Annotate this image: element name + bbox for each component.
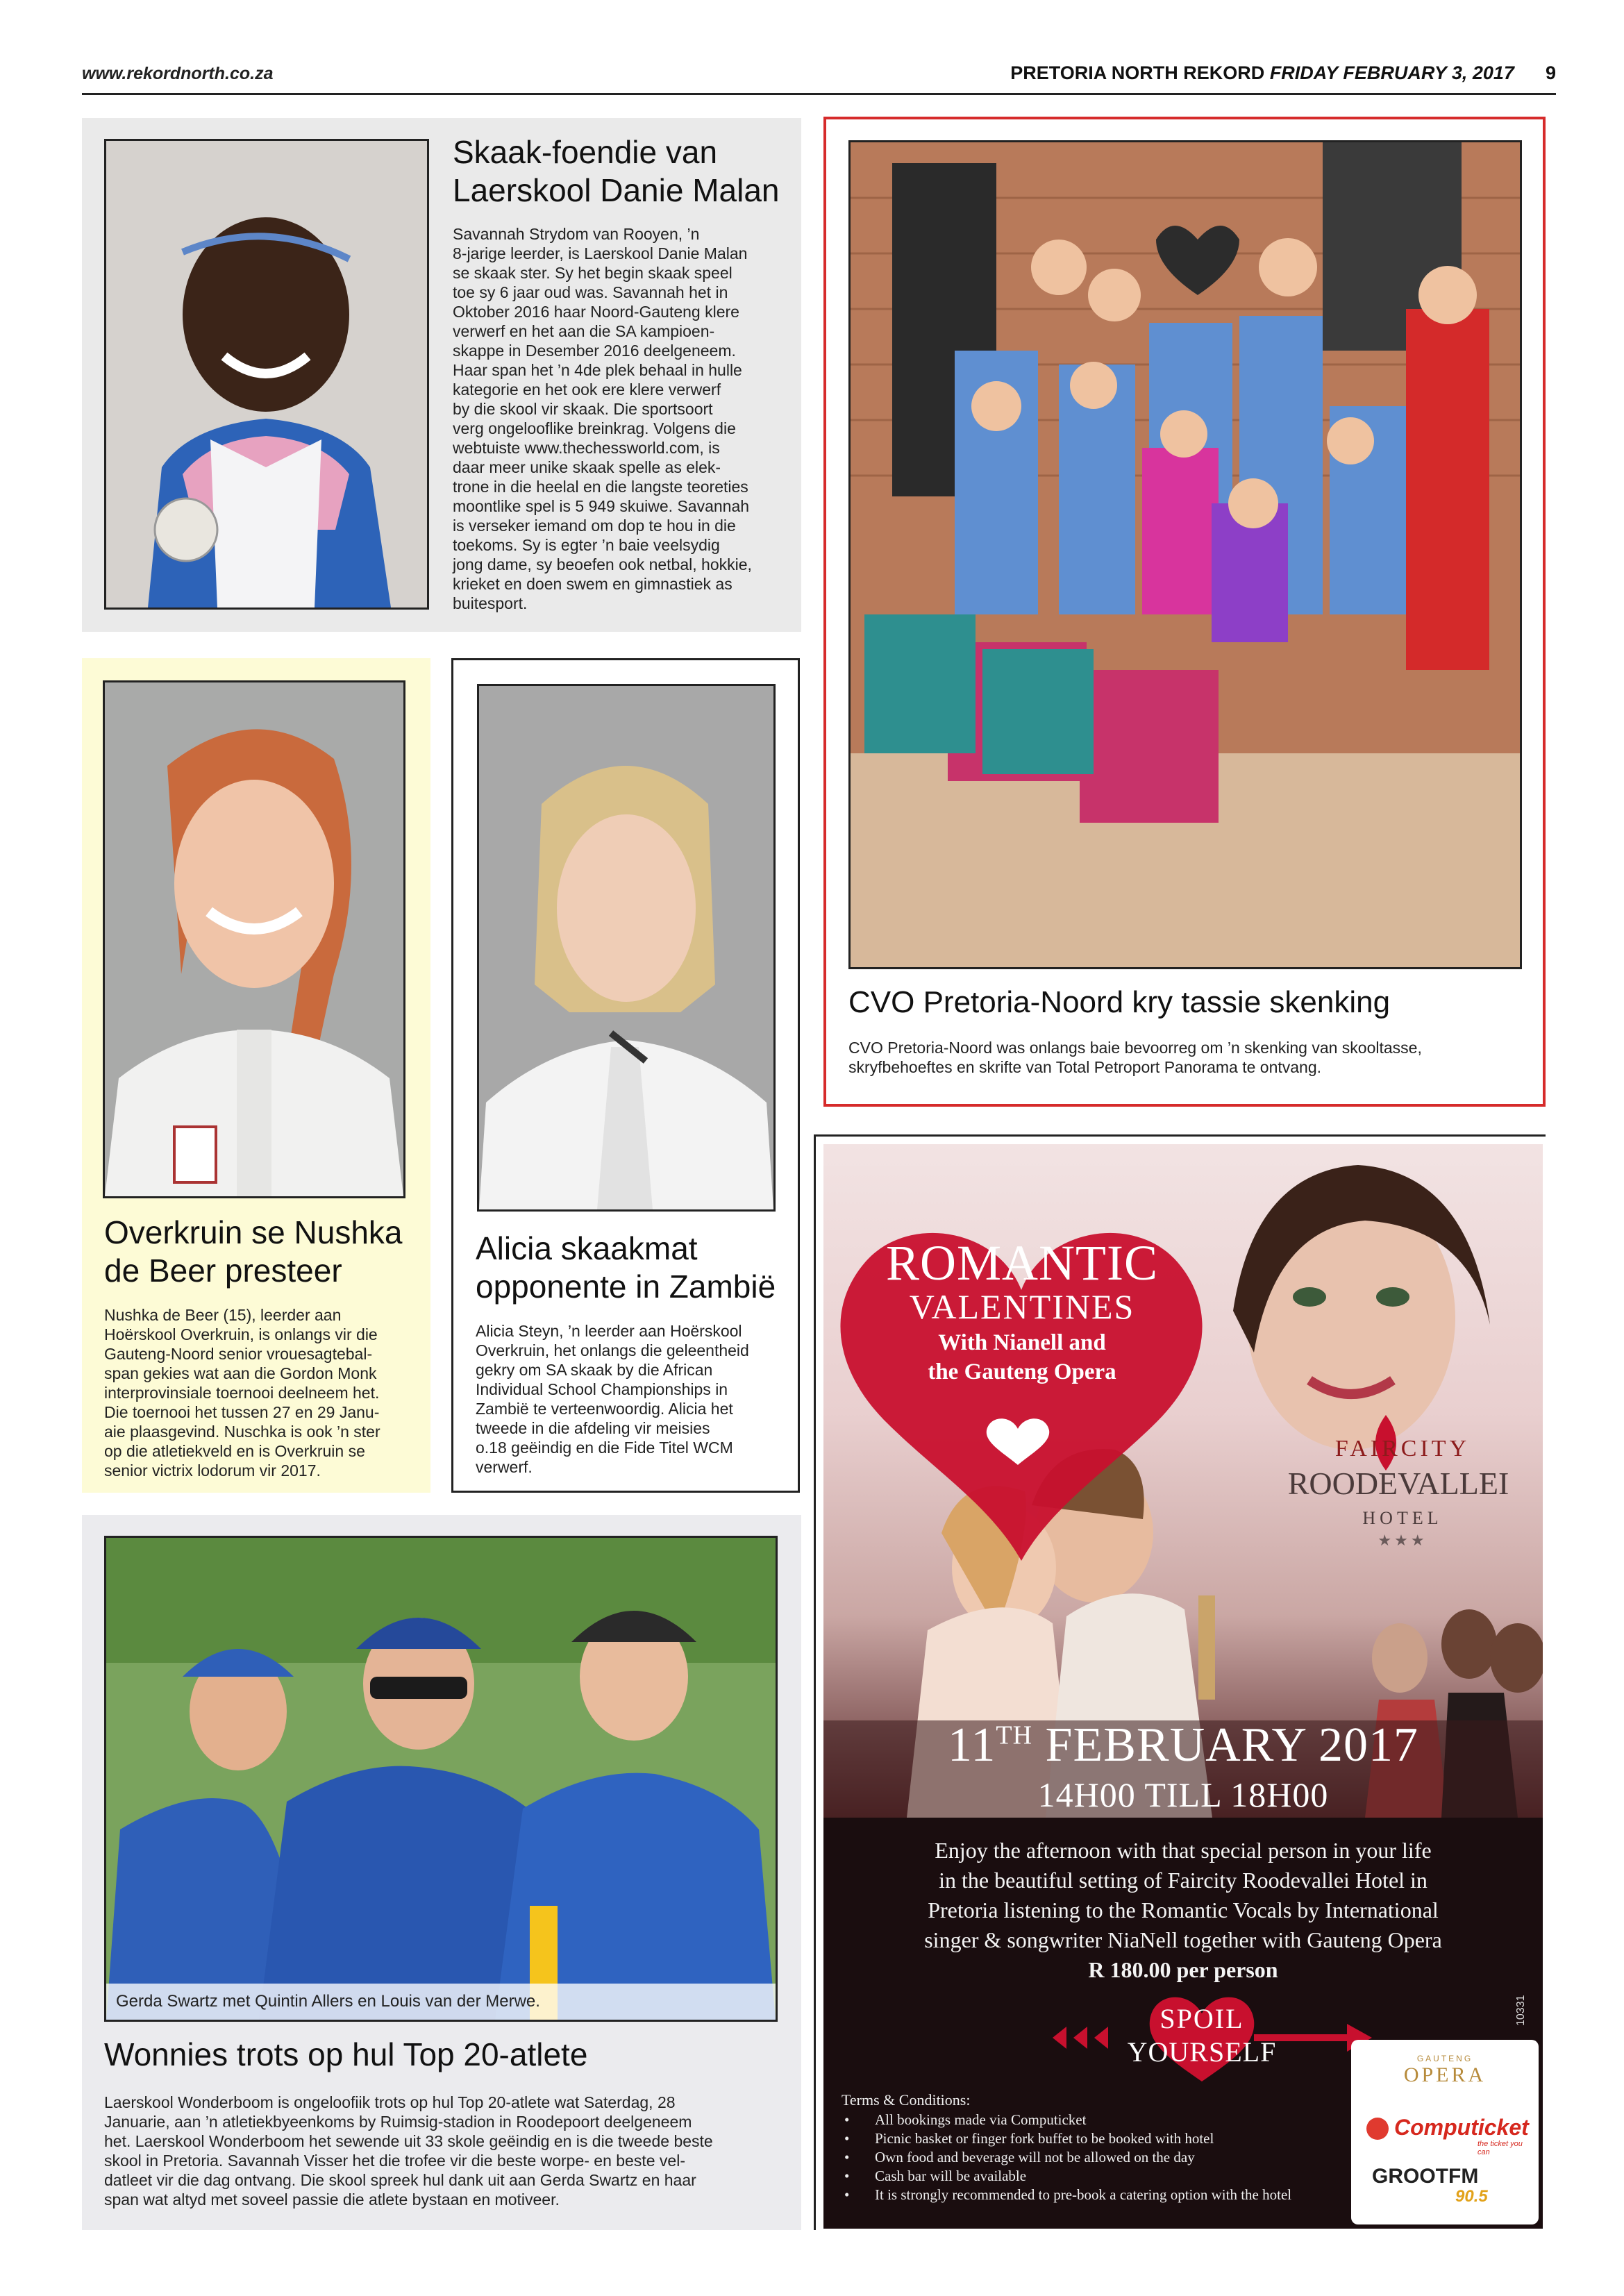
hotel-brand: FAIRCITY	[1334, 1436, 1471, 1461]
alicia-portrait-illustration	[479, 686, 773, 1209]
hotel-type: HOTEL	[1362, 1508, 1443, 1528]
event-time: 14H00 TILL 18H00	[1037, 1775, 1329, 1814]
website-url[interactable]: www.rekordnorth.co.za	[82, 64, 274, 83]
event-description: Enjoy the afternoon with that special person in your life in the beautiful setting of Faircity Roodevallei Hotel in Pretoria listening to the Romantic Vocals by International singer & songwriter NiaNell together with Gauteng Opera R 180.00 per person	[823, 1836, 1543, 1985]
group-with-schoolbags-illustration	[851, 142, 1520, 967]
advert-code: 10331	[1515, 1995, 1527, 2026]
term-item: • Picnic basket or finger fork buffet to be booked with hotel	[842, 2129, 1341, 2148]
advert-frame-left	[814, 1134, 816, 2230]
term-item: • Cash bar will be available	[842, 2167, 1341, 2186]
headline-nushka: Overkruin se Nushka de Beer presteer	[104, 1214, 403, 1289]
sponsor-opera-small: GAUTENG	[1416, 2054, 1473, 2063]
photo-caption-wonnies: Gerda Swartz met Quintin Allers en Louis van der Merwe.	[106, 1984, 776, 2020]
photo-wonnies	[104, 1536, 778, 2022]
article-cvo	[823, 117, 1546, 1107]
term-item: • Own food and beverage will not be allowed on the day	[842, 2148, 1341, 2167]
advert-heading-opera: the Gauteng Opera	[928, 1359, 1116, 1384]
article-chess-girl	[82, 118, 801, 632]
term-item: • All bookings made via Computicket	[842, 2111, 1341, 2129]
body-alicia: Alicia Steyn, ’n leerder aan Hoërskool Overkruin, het onlangs die geleentheid gekry om SA skaak by die African Individual School Championships in Zambië te verteenwoordig. Alicia het tweede in die afdeling vir meisies o.18 geëindig en die Fide Titel WCM verwerf.	[476, 1322, 749, 1476]
body-nushka: Nushka de Beer (15), leerder aan Hoërskool Overkruin, is onlangs vir die Gauteng-Noord senior vrouesagtebal- span gekies wat aan die Gordon Monk interprovinsiale toernooi deelneem het. Die toernooi het tussen 27 en 29 Janu- aie plaasgevind. Nuschka is ook ’n ster op die atletiekveld en is Overkruin se senior victrix lodorum vir 2017.	[104, 1306, 380, 1480]
headline-wonnies: Wonnies trots op hul Top 20-atlete	[104, 2036, 588, 2072]
sponsor-radio: GROOTFM 90.5	[1372, 2165, 1488, 2206]
advert-heading-with: With Nianell and	[938, 1330, 1106, 1355]
headline-alicia: Alicia skaakmat opponente in Zambië	[476, 1230, 776, 1305]
photo-savannah	[104, 139, 429, 610]
girl-with-medal-illustration	[106, 141, 427, 607]
three-coaches-illustration	[106, 1538, 776, 2020]
advert-heading-romantic: ROMANTIC	[885, 1235, 1158, 1291]
hotel-name: ROODEVALLEI	[1287, 1466, 1509, 1501]
sponsor-opera: OPERA	[1403, 2063, 1487, 2086]
hotel-stars: ★★★	[1378, 1532, 1428, 1549]
article-alicia	[451, 658, 800, 1493]
photo-nushka	[103, 680, 405, 1198]
photo-alicia	[477, 684, 776, 1212]
article-nushka	[82, 658, 430, 1493]
body-cvo: CVO Pretoria-Noord was onlangs baie bevoorreg om ’n skenking van skooltasse, skryfbehoeftes en skrifte van Total Petroport Panorama te ontvang.	[848, 1039, 1422, 1076]
headline-chess-girl: Skaak-foendie van Laerskool Danie Malan	[453, 134, 780, 209]
photo-cvo-group	[848, 140, 1522, 969]
paper-name: PRETORIA NORTH REKORD	[1010, 62, 1265, 83]
sponsor-computicket: Computicket the ticket you can	[1366, 2112, 1533, 2147]
spoil-line2: YOURSELF	[1127, 2036, 1277, 2068]
advert-hero	[823, 1144, 1543, 1818]
advert-heading-valentines: VALENTINES	[909, 1287, 1135, 1326]
term-item: • It is strongly recommended to pre-book a catering option with the hotel	[842, 2186, 1341, 2204]
nushka-portrait-illustration	[105, 682, 403, 1196]
advert-romantic-valentines[interactable]	[823, 1144, 1543, 2229]
page-number: 9	[1545, 62, 1556, 83]
spoil-line1: SPOIL	[1160, 2003, 1244, 2034]
advert-frame-top	[814, 1134, 1546, 1137]
body-chess-girl: Savannah Strydom van Rooyen, ’n 8-jarige leerder, is Laerskool Danie Malan se skaak ster. Sy het begin skaak speel toe sy 6 jaar oud was. Savannah het in Oktober 2016 haar Noord-Gauteng klere verwerf en het aan die SA kampioen- skappe in Desember 2016 deelgeneem. Haar span het ’n 4de plek behaal in hulle kategorie en het ook ere klere verwerf by die skool vir skaak. Die sportsoort verg ongelooflike breinkrag. Volgens die webtuiste www.thechessworld.com, is daar meer unike skaak spelle as elek- trone in die heelal en die langste teoreties moontlike spel is 5 949 skuiwe. Savannah is verseker iemand om dop te hou in die toekoms. Sy is egter ’n baie veelsydig jong dame, sy beoefen ook netbal, hokkie, krieket en doen swem en gimnastiek as buitesport.	[453, 225, 752, 612]
body-wonnies: Laerskool Wonderboom is ongeloofiik trots op hul Top 20-atlete wat Saterdag, 28 Januarie, aan ’n atletiekbyeenkoms by Ruimsig-stadion in Roodepoort deelgeneem het. Laerskool Wonderboom het sewende uit 33 skole geëindig en is die tweede beste skool in Pretoria. Savannah Visser het die trofee vir die beste worpe- en beste vel- datleet vir die dag ontvang. Die skool spreek hul dank uit aan Gerda Swartz en haar span wat altyd met soveel passie die atlete bystaan en motiveer.	[104, 2093, 713, 2209]
header-rule	[82, 93, 1556, 95]
page-header	[1010, 62, 1556, 84]
terms-title: Terms & Conditions:	[842, 2091, 971, 2109]
issue-date: FRIDAY FEBRUARY 3, 2017	[1269, 62, 1514, 83]
terms-list	[842, 2111, 1341, 2204]
event-price: R 180.00 per person	[1088, 1957, 1278, 1982]
sponsor-panel	[1351, 2040, 1539, 2224]
article-wonnies	[82, 1515, 801, 2230]
event-date: 11TH FEBRUARY 2017	[947, 1718, 1418, 1772]
headline-cvo: CVO Pretoria-Noord kry tassie skenking	[848, 985, 1391, 1019]
